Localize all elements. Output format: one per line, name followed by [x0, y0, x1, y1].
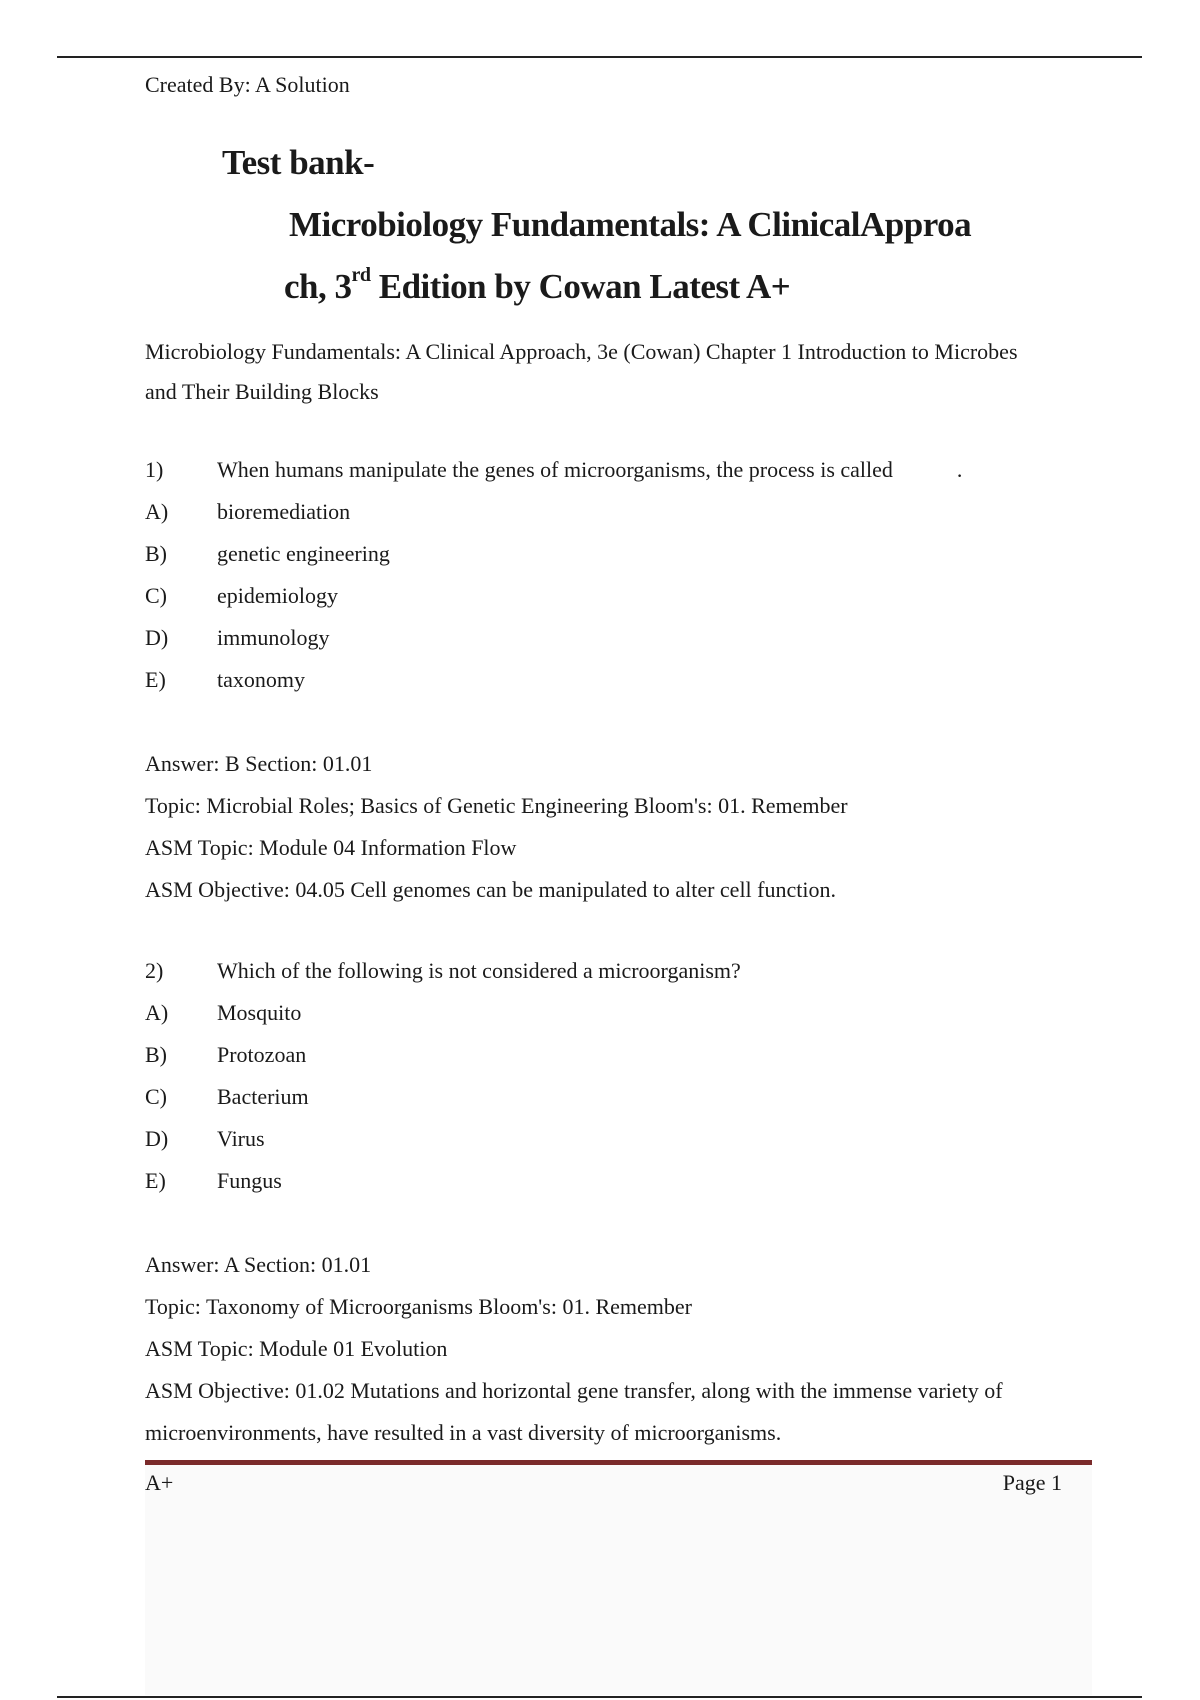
answer-option	[145, 1034, 1085, 1076]
option-text: immunology	[217, 625, 330, 650]
answer-option	[145, 1160, 1085, 1202]
question-stem	[145, 449, 1085, 491]
option-letter: C)	[145, 583, 167, 608]
created-by-line: Created By: A Solution	[145, 72, 350, 97]
answer-option	[145, 1076, 1085, 1118]
answer-option	[145, 575, 1085, 617]
option-letter: C)	[145, 1084, 167, 1109]
question-block-2	[145, 950, 1085, 1202]
answer-meta-2	[145, 1244, 1065, 1454]
option-letter: D)	[145, 1126, 169, 1151]
question-blank-period: .	[956, 457, 963, 482]
chapter-intro: Microbiology Fundamentals: A Clinical Approach, 3e (Cowan) Chapter 1 Introduction to Microbes and Their Building Blocks	[145, 339, 1018, 404]
footer-area	[145, 1465, 1092, 1695]
question-text	[217, 457, 1085, 483]
asm-objective-line: ASM Objective: 04.05 Cell genomes can be manipulated to alter cell function.	[145, 877, 836, 902]
option-letter: B)	[145, 1042, 167, 1067]
option-letter: E)	[145, 667, 166, 692]
asm-topic-line: ASM Topic: Module 04 Information Flow	[145, 835, 517, 860]
question-number: 1)	[145, 457, 164, 482]
option-text: Mosquito	[217, 1000, 302, 1025]
answer-option	[145, 533, 1085, 575]
option-text: Virus	[217, 1126, 265, 1151]
question-stem	[145, 950, 1085, 992]
question-block-1	[145, 449, 1085, 701]
option-letter: A)	[145, 1000, 169, 1025]
footer-grade-label: A+	[145, 1470, 174, 1495]
asm-topic-line: ASM Topic: Module 01 Evolution	[145, 1336, 448, 1361]
option-letter: B)	[145, 541, 167, 566]
title-line-3-suffix: Edition by Cowan Latest A+	[370, 267, 791, 306]
question-text-body: When humans manipulate the genes of microorganisms, the process is called	[217, 457, 893, 482]
topic-line: Topic: Microbial Roles; Basics of Genetic Engineering Bloom's: 01. Remember	[145, 793, 848, 818]
top-rule	[57, 56, 1142, 58]
option-text: Protozoan	[217, 1042, 307, 1067]
title-line-1: Test bank-	[222, 143, 375, 182]
topic-line: Topic: Taxonomy of Microorganisms Bloom's: 01. Remember	[145, 1294, 692, 1319]
option-text: Fungus	[217, 1168, 282, 1193]
title-line-3-prefix: ch, 3	[284, 267, 352, 306]
answer-line: Answer: B Section: 01.01	[145, 751, 373, 776]
answer-option	[145, 992, 1085, 1034]
option-text: Bacterium	[217, 1084, 309, 1109]
option-letter: E)	[145, 1168, 166, 1193]
answer-option	[145, 1118, 1085, 1160]
title-ordinal-superscript: rd	[351, 264, 371, 287]
title-line-2: Microbiology Fundamentals: A ClinicalApproa	[289, 205, 972, 244]
answer-meta-1	[145, 743, 1085, 911]
option-text: taxonomy	[217, 667, 305, 692]
option-letter: A)	[145, 499, 169, 524]
answer-option	[145, 659, 1085, 701]
asm-objective-line: ASM Objective: 01.02 Mutations and horizontal gene transfer, along with the immense variety of microenvironments, have resulted in a vast diversity of microorganisms.	[145, 1378, 1003, 1445]
answer-option	[145, 617, 1085, 659]
question-number: 2)	[145, 958, 164, 983]
answer-line: Answer: A Section: 01.01	[145, 1252, 372, 1277]
option-text: genetic engineering	[217, 541, 390, 566]
page-number: Page 1	[1002, 1470, 1062, 1495]
footer-rule	[145, 1460, 1092, 1465]
title-line-3	[284, 264, 791, 307]
option-letter: D)	[145, 625, 169, 650]
answer-option	[145, 491, 1085, 533]
option-text: epidemiology	[217, 583, 338, 608]
bottom-rule	[57, 1696, 1142, 1698]
option-text: bioremediation	[217, 499, 351, 524]
question-text: Which of the following is not considered a microorganism?	[217, 958, 741, 983]
